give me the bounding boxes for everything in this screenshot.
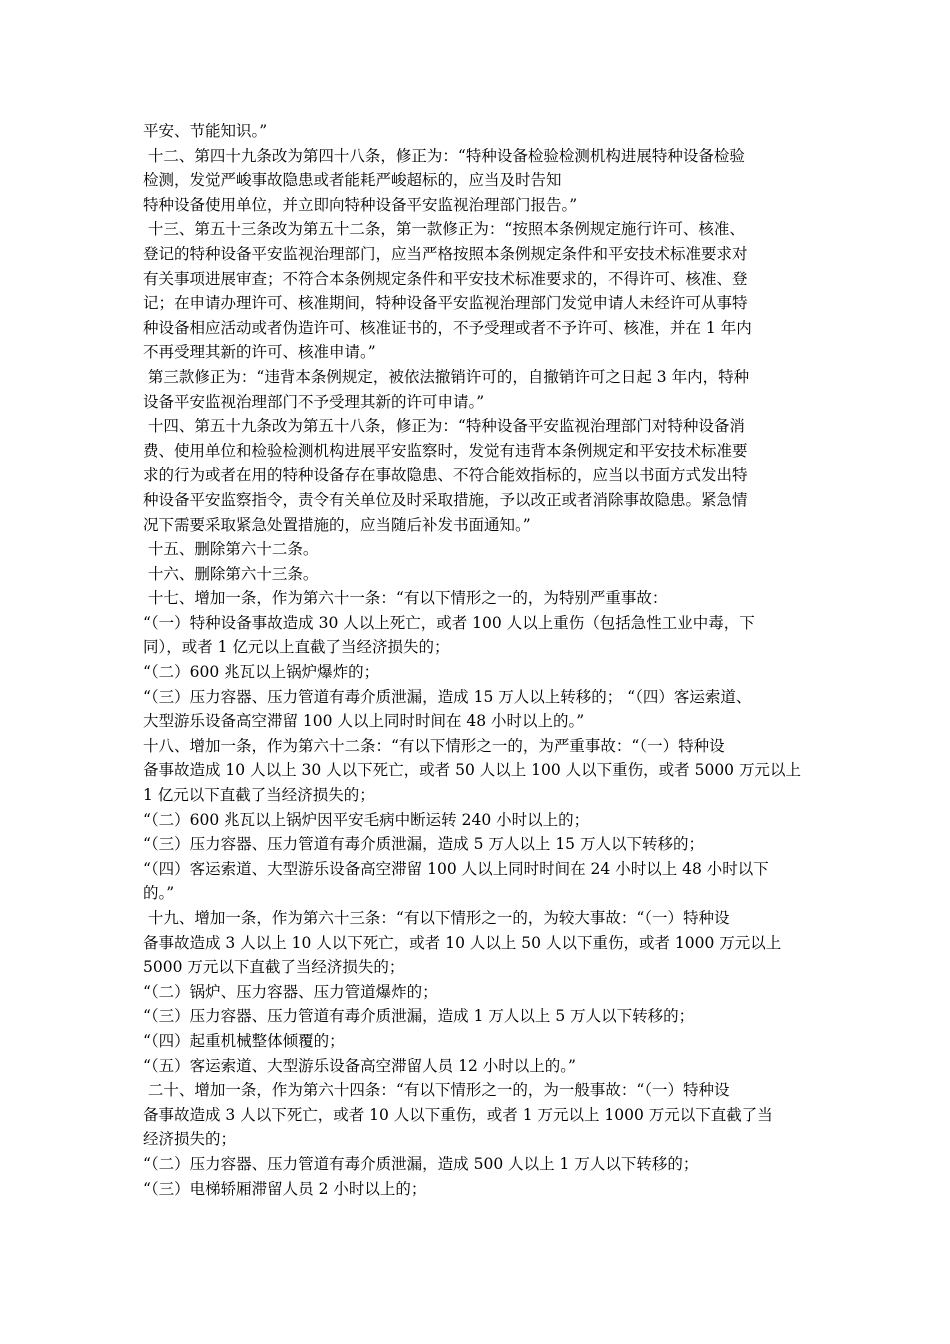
text-line: “（三）压力容器、压力管道有毒介质泄漏，造成 15 万人以上转移的； “（四）客运索道、 — [143, 687, 752, 706]
text-line: 备事故造成 3 人以上 10 人以下死亡，或者 10 人以上 50 人以下重伤，或者 1000 万元以上 — [143, 933, 782, 952]
text-line: 经济损失的； — [143, 1130, 237, 1149]
text-line: 十四、第五十九条改为第五十八条，修正为：“特种设备平安监视治理部门对特种设备消 — [143, 417, 745, 436]
text-line: 平安、节能知识。” — [143, 122, 268, 140]
text-line: 5000 万元以下直截了当经济损失的； — [143, 958, 405, 977]
text-line: 十二、第四十九条改为第四十八条，修正为：“特种设备检验检测机构进展特种设备检验 — [143, 146, 745, 165]
text-line: “（二）600 兆瓦以上锅炉爆炸的； — [143, 663, 380, 682]
text-line: 设备平安监视治理部门不予受理其新的许可申请。” — [143, 392, 485, 411]
text-line: 备事故造成 10 人以上 30 人以下死亡，或者 50 人以上 100 人以下重伤，或者 5000 万元以上 — [143, 761, 801, 780]
text-line: 种设备相应活动或者伪造许可、核准证书的，不予受理或者不予许可、核准，并在 1 年内 — [143, 318, 752, 337]
text-line: 大型游乐设备高空滞留 100 人以上同时时间在 48 小时以上的。” — [143, 712, 585, 731]
text-line: 第三款修正为：“违背本条例规定，被依法撤销许可的，自撤销许可之日起 3 年内，特种 — [143, 367, 750, 386]
text-line: 十九、增加一条，作为第六十三条：“有以下情形之一的，为较大事故：“（一）特种设 — [143, 909, 730, 927]
text-line: 备事故造成 3 人以下死亡，或者 10 人以下重伤，或者 1 万元以上 1000 万元以下直截了当 — [143, 1105, 773, 1124]
document-body — [143, 119, 823, 1201]
text-line: 1 亿元以下直截了当经济损失的； — [143, 786, 375, 805]
text-line: “（一）特种设备事故造成 30 人以上死亡，或者 100 人以上重伤（包括急性工业中毒，下 — [143, 613, 755, 632]
text-line: “（四）起重机械整体倾覆的； — [143, 1031, 345, 1050]
text-line: 求的行为或者在用的特种设备存在事故隐患、不符合能效指标的，应当以书面方式发出特 — [143, 466, 748, 485]
text-line: 登记的特种设备平安监视治理部门，应当严格按照本条例规定条件和平安技术标准要求对 — [143, 244, 748, 263]
text-line: 有关事项进展审查；不符合本条例规定条件和平安技术标准要求的，不得许可、核准、登 — [143, 269, 748, 288]
text-line: 种设备平安监察指令，责令有关单位及时采取措施，予以改正或者消除事故隐患。紧急情 — [143, 490, 748, 509]
text-line: 十六、删除第六十三条。 — [143, 564, 319, 583]
text-line: 二十、增加一条，作为第六十四条：“有以下情形之一的，为一般事故：“（一）特种设 — [143, 1081, 730, 1100]
text-line: 检测，发觉严峻事故隐患或者能耗严峻超标的，应当及时告知 — [143, 171, 562, 190]
text-line: “（五）客运索道、大型游乐设备高空滞留人员 12 小时以上的。” — [143, 1056, 576, 1075]
text-line: “（三）压力容器、压力管道有毒介质泄漏，造成 5 万人以上 15 万人以下转移的； — [143, 835, 704, 854]
text-line: 的。” — [143, 884, 175, 903]
text-line: “（二）压力容器、压力管道有毒介质泄漏，造成 500 人以上 1 万人以下转移的； — [143, 1154, 699, 1173]
text-line: “（二）锅炉、压力容器、压力管道爆炸的； — [143, 982, 438, 1001]
text-line: 十五、删除第六十二条。 — [143, 540, 319, 559]
text-line: 特种设备使用单位，并立即向特种设备平安监视治理部门报告。” — [143, 195, 578, 214]
text-line: 同），或者 1 亿元以上直截了当经济损失的； — [143, 638, 450, 657]
text-line: 况下需要采取紧急处置措施的，应当随后补发书面通知。” — [143, 515, 531, 534]
text-line: “（二）600 兆瓦以上锅炉因平安毛病中断运转 240 小时以上的； — [143, 810, 590, 829]
text-line: “（三）压力容器、压力管道有毒介质泄漏，造成 1 万人以上 5 万人以下转移的； — [143, 1007, 695, 1026]
text-line: 费、使用单位和检验检测机构进展平安监察时，发觉有违背本条例规定和平安技术标准要 — [143, 441, 748, 460]
text-line: “（四）客运索道、大型游乐设备高空滞留 100 人以上同时时间在 24 小时以上 48 小时以下 — [143, 859, 769, 878]
text-line: 记；在申请办理许可、核准期间，特种设备平安监视治理部门发觉申请人未经许可从事特 — [143, 294, 748, 313]
text-line: 十三、第五十三条改为第五十二条，第一款修正为：“按照本条例规定施行许可、核准、 — [143, 220, 745, 239]
text-line: “（三）电梯轿厢滞留人员 2 小时以上的； — [143, 1179, 427, 1198]
text-line: 不再受理其新的许可、核准申请。” — [143, 343, 376, 362]
text-line: 十八、增加一条，作为第六十二条：“有以下情形之一的，为严重事故：“（一）特种设 — [143, 736, 725, 755]
text-line: 十七、增加一条，作为第六十一条：“有以下情形之一的，为特别严重事故： — [143, 589, 668, 608]
